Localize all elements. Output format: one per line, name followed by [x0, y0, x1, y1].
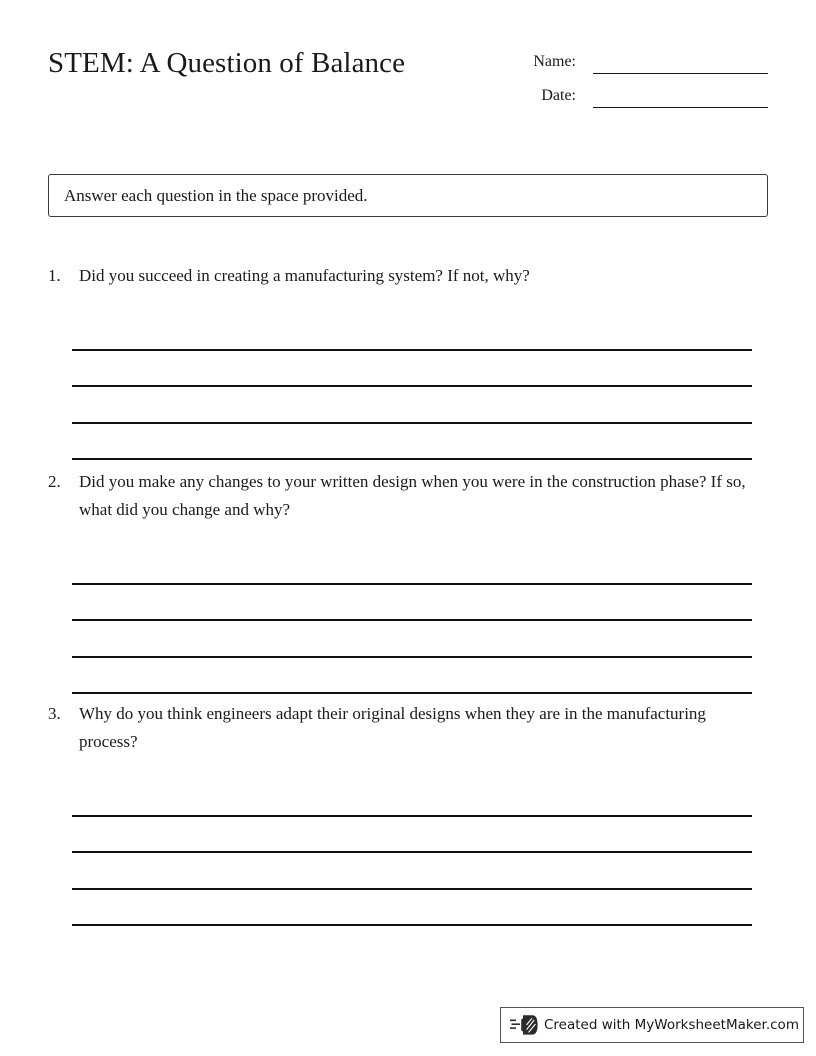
- question-text: Did you succeed in creating a manufacturing system? If not, why?: [79, 266, 530, 285]
- question-item: [48, 468, 768, 694]
- answer-line[interactable]: [72, 817, 752, 854]
- badge-label: Created with MyWorksheetMaker.com: [544, 1017, 799, 1033]
- question-header: [48, 468, 768, 524]
- answer-line[interactable]: [72, 658, 752, 695]
- question-number: 2.: [48, 472, 61, 491]
- answer-area[interactable]: [72, 314, 752, 460]
- answer-area[interactable]: [72, 780, 752, 926]
- question-text: Why do you think engineers adapt their original designs when they are in the manufacturing process?: [79, 704, 706, 751]
- answer-line[interactable]: [72, 314, 752, 351]
- question-item: [48, 700, 768, 926]
- worksheet-header: [48, 44, 768, 128]
- instructions-box: [48, 174, 768, 217]
- name-row: [516, 50, 768, 84]
- instructions-text: Answer each question in the space provided.: [64, 186, 368, 205]
- page-title: STEM: A Question of Balance: [48, 47, 406, 79]
- date-input-line[interactable]: [593, 107, 768, 108]
- question-number: 3.: [48, 704, 61, 723]
- question-header: [48, 262, 768, 290]
- answer-line[interactable]: [72, 853, 752, 890]
- answer-line[interactable]: [72, 548, 752, 585]
- answer-line[interactable]: [72, 890, 752, 927]
- worksheet-maker-logo-icon: [510, 1013, 540, 1037]
- question-item: [48, 262, 768, 460]
- name-input-line[interactable]: [593, 73, 768, 74]
- answer-line[interactable]: [72, 351, 752, 388]
- question-text: Did you make any changes to your written design when you were in the construction phase? If so, what did you change and why?: [79, 472, 746, 519]
- name-label: Name:: [533, 53, 576, 70]
- answer-line[interactable]: [72, 424, 752, 461]
- answer-line[interactable]: [72, 621, 752, 658]
- answer-line[interactable]: [72, 387, 752, 424]
- date-row: [516, 84, 768, 118]
- question-header: [48, 700, 768, 756]
- date-label: Date:: [541, 87, 576, 104]
- answer-line[interactable]: [72, 585, 752, 622]
- worksheet-maker-badge[interactable]: [500, 1007, 804, 1043]
- question-number: 1.: [48, 266, 61, 285]
- answer-area[interactable]: [72, 548, 752, 694]
- name-date-block: [516, 50, 768, 118]
- answer-line[interactable]: [72, 780, 752, 817]
